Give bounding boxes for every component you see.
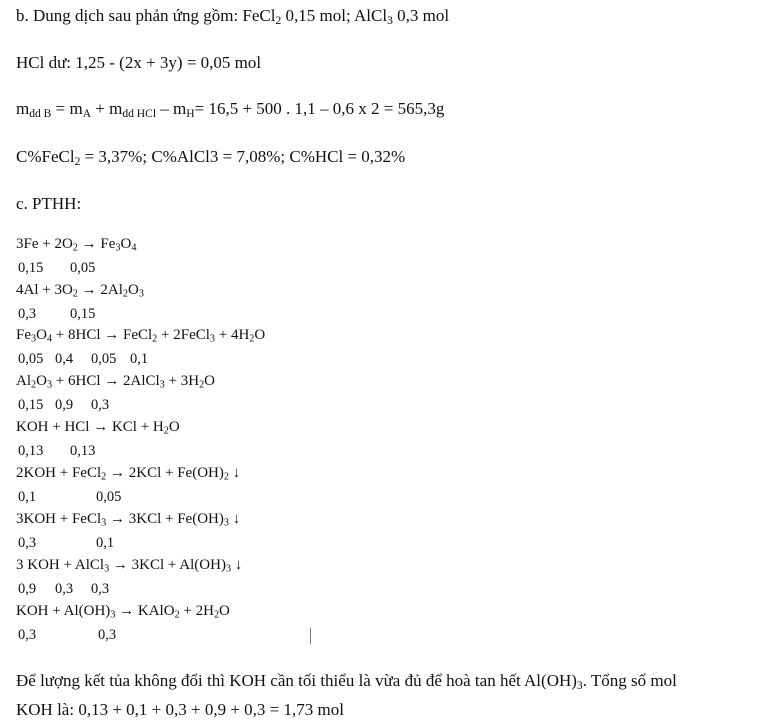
subscript: 3 [223, 517, 229, 529]
mol-value: 0,05 [96, 489, 122, 505]
subscript: 2 [31, 379, 37, 391]
text: b. Dung dịch sau phản ứng gồm: FeCl [16, 6, 276, 25]
text: 4Al + 3O [16, 282, 73, 298]
reaction-equation [16, 420, 180, 435]
mol-value: 0,3 [91, 581, 110, 597]
text: O [168, 419, 180, 435]
text: → 2Al [77, 282, 123, 298]
text: Al [16, 373, 31, 389]
text: + 2FeCl [157, 327, 210, 343]
subscript: 2 [249, 333, 255, 345]
text: + 4H [215, 327, 250, 343]
mol-value: 0,3 [98, 627, 117, 643]
text: → 3KCl + Fe(OH) [106, 511, 224, 527]
reaction-equation [16, 466, 240, 481]
mol-value: 0,15 [18, 397, 44, 413]
subscript: 2 [72, 242, 78, 254]
text: = 3,37%; C%AlCl3 = 7,08%; C%HCl = 0,32% [80, 147, 406, 166]
text: O [36, 373, 47, 389]
text: → Fe [77, 236, 116, 252]
text: 3Fe + 2O [16, 236, 73, 252]
text: O [127, 282, 139, 298]
mol-value: 0,3 [91, 397, 110, 413]
subscript: 3 [159, 379, 165, 391]
text: C%FeCl [16, 147, 75, 166]
percent-line: C%FeCl$_2$ = 3,37%; C%AlCl3 = 7,08%; C%HCl = 0,32% [16, 147, 406, 168]
mol-value: 0,05 [70, 260, 96, 276]
subscript: 3 [104, 563, 110, 575]
text: + 2H [179, 603, 214, 619]
text: ↓ [228, 465, 241, 481]
text: → KAlO [115, 603, 175, 619]
text: + 3H [164, 373, 200, 389]
subscript: 2 [101, 471, 107, 483]
text: = 16,5 + 500 . 1,1 – 0,6 x 2 = 565,3g [194, 99, 445, 118]
text: c. PTHH: [16, 194, 82, 213]
text-cursor [310, 628, 311, 644]
reaction-equation [16, 604, 230, 619]
subscript: H [186, 106, 195, 120]
mol-value: 0,9 [18, 581, 37, 597]
text: 0,15 mol; AlCl [281, 6, 388, 25]
subscript: 2 [152, 333, 158, 345]
text: = m [51, 99, 83, 118]
text: – m [156, 99, 187, 118]
text: → 3KCl + Al(OH) [109, 557, 226, 573]
text: m [16, 99, 30, 118]
reaction-equation [16, 374, 215, 389]
mol-value: 0,1 [96, 535, 115, 551]
text: O [120, 236, 132, 252]
mol-value: 0,4 [55, 351, 74, 367]
text: 0,3 mol [392, 6, 450, 25]
text: + m [91, 99, 123, 118]
text: 3 KOH + AlCl [16, 557, 105, 573]
subscript: 3 [138, 288, 144, 300]
text: KOH + Al(OH) [16, 603, 111, 619]
reaction-equation [16, 512, 240, 527]
hcl-du-line [16, 54, 261, 71]
text: Fe [16, 327, 31, 343]
text: O [204, 373, 215, 389]
reaction-equation [16, 558, 242, 573]
mol-value: 0,05 [91, 351, 117, 367]
text: O [254, 327, 266, 343]
subscript: 2 [72, 288, 78, 300]
mol-value: 0,13 [18, 443, 44, 459]
text: → 2KCl + Fe(OH) [106, 465, 224, 481]
mol-value: 0,3 [18, 627, 37, 643]
subscript: 4 [131, 242, 137, 254]
reaction-equation [16, 237, 136, 252]
subscript: 4 [46, 333, 53, 345]
conclusion-line-1 [16, 671, 677, 692]
subscript: 2 [174, 609, 180, 621]
text: KOH là: 0,13 + 0,1 + 0,3 + 0,9 + 0,3 = 1,73 mol [16, 700, 344, 719]
text: O [36, 327, 47, 343]
reaction-equation [16, 328, 265, 343]
mol-value: 0,9 [55, 397, 74, 413]
subscript: 2 [163, 425, 169, 437]
mol-value: 0,13 [70, 443, 96, 459]
subscript: 3 [225, 563, 232, 575]
text: O [219, 603, 230, 619]
subscript: 3 [576, 678, 583, 692]
subscript: 2 [213, 609, 220, 621]
text: . Tổng số mol [582, 671, 677, 690]
subscript: 3 [31, 333, 37, 345]
text: ↓ [231, 557, 243, 573]
mol-value: 0,3 [18, 306, 37, 322]
text: + 8HCl → FeCl [52, 327, 153, 343]
subscript: A [82, 106, 92, 120]
mol-value: 0,3 [18, 535, 37, 551]
subscript: 3 [115, 242, 121, 254]
subscript: 3 [209, 333, 215, 345]
text: KOH + HCl → KCl + H [16, 419, 164, 435]
mol-value: 0,1 [130, 351, 149, 367]
subscript: dd B [29, 106, 52, 120]
subscript: dd HCl [122, 106, 157, 120]
mol-value: 0,15 [18, 260, 44, 276]
mol-value: 0,1 [18, 489, 37, 505]
subscript: 3 [110, 609, 116, 621]
reaction-equation [16, 283, 144, 298]
text: ↓ [228, 511, 241, 527]
subscript: 3 [46, 379, 53, 391]
mol-value: 0,3 [55, 581, 74, 597]
subscript: 2 [122, 288, 128, 300]
mol-value: 0,05 [18, 351, 44, 367]
text: + 6HCl → 2AlCl [52, 373, 160, 389]
subscript: 2 [199, 379, 205, 391]
text: 2KOH + FeCl [16, 465, 102, 481]
text: 3KOH + FeCl [16, 511, 102, 527]
conclusion-line-2 [16, 701, 344, 718]
mdd-line [16, 99, 445, 120]
dung-dich-line: b. Dung dịch sau phản ứng gồm: FeCl$_2$ 0,15 mol; AlCl$_3$ 0,3 mol [16, 6, 450, 27]
text: Để lượng kết tủa không đổi thì KOH cần tối thiểu là vừa đủ để hoà tan hết Al(OH) [16, 671, 577, 690]
subscript: 2 [223, 471, 229, 483]
subscript: 3 [101, 517, 107, 529]
mol-value: 0,15 [70, 306, 96, 322]
pthh-heading [16, 195, 81, 212]
text: HCl dư: 1,25 - (2x + 3y) = 0,05 mol [16, 53, 262, 72]
